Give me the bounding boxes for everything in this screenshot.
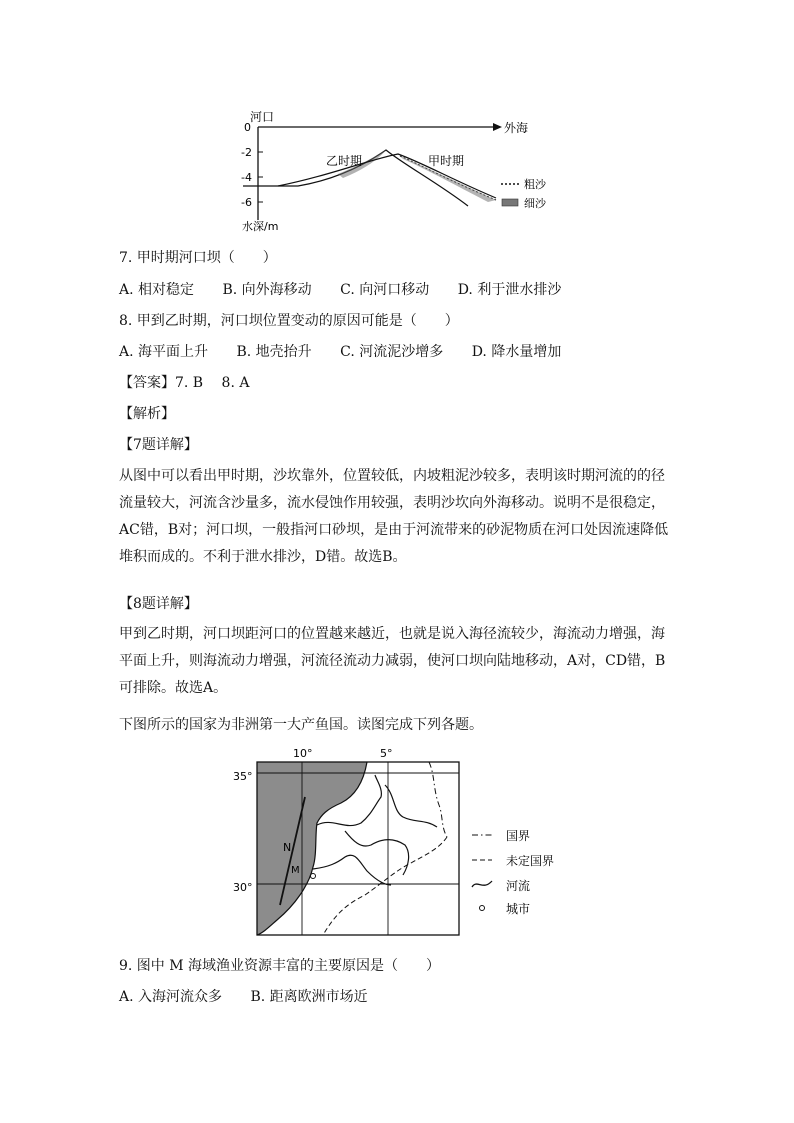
q7-options <box>119 280 585 300</box>
legend-river-swatch <box>472 881 492 887</box>
q7-option-c: C. 向河口移动 <box>340 282 430 298</box>
label-hekou: 河口 <box>250 110 275 124</box>
legend-chengshi: 城市 <box>506 902 531 916</box>
legend-heliu: 河流 <box>506 879 531 893</box>
q8-options <box>119 342 585 362</box>
q9-options <box>119 987 392 1007</box>
morocco-map-figure <box>225 745 600 945</box>
label-shuishen: 水深/m <box>242 220 279 233</box>
q7-option-a: A. 相对稳定 <box>119 282 195 298</box>
legend-cusha: 粗沙 <box>524 178 546 191</box>
q7-option-b: B. 向外海移动 <box>222 282 312 298</box>
q7-option-d: D. 利于泄水排沙 <box>457 282 562 298</box>
label-jia: 甲时期 <box>428 154 465 168</box>
legend-weidingguojie: 未定国界 <box>506 854 555 868</box>
map-intro: 下图所示的国家为非洲第一大产鱼国。读图完成下列各题。 <box>119 717 483 733</box>
lon-5: 5° <box>380 747 393 760</box>
q8-stem: 8. 甲到乙时期，河口坝位置变动的原因可能是（ ） <box>119 313 459 329</box>
lat-35: 35° <box>233 770 253 783</box>
lat-30: 30° <box>233 881 253 894</box>
q8-option-d: D. 降水量增加 <box>471 344 562 360</box>
label-m: M <box>291 865 300 876</box>
q8-option-a: A. 海平面上升 <box>119 344 209 360</box>
label-n: N <box>283 841 292 854</box>
river-2 <box>345 831 409 875</box>
tick-minus6: -6 <box>241 196 252 209</box>
tick-minus2: -2 <box>241 146 252 159</box>
legend-guojie: 国界 <box>506 829 531 843</box>
city-marker <box>311 874 316 879</box>
x-axis-arrow <box>493 123 502 131</box>
undetermined-border <box>323 837 447 935</box>
q9-option-a: A. 入海河流众多 <box>119 989 223 1005</box>
legend-city-swatch <box>480 906 485 911</box>
q8-option-b: B. 地壳抬升 <box>236 344 312 360</box>
tick-minus4: -4 <box>241 171 252 184</box>
tick-0: 0 <box>244 121 251 134</box>
answer-line: 【答案】7. B 8. A <box>119 375 250 391</box>
q9-option-b: B. 距离欧洲市场近 <box>250 989 368 1005</box>
analysis-title: 【解析】 <box>119 406 175 422</box>
q9-stem: 9. 图中 M 海域渔业资源丰富的主要原因是（ ） <box>119 958 441 974</box>
q8-detail-text: 甲到乙时期，河口坝距河口的位置越来越近，也就是说入海径流较少，海流动力增强，海平面上升，则海流动力增强，河流径流动力减弱，使河口坝向陆地移动，A对，CD错，B可排除。故选A。 <box>119 626 666 696</box>
q7-detail-text: 从图中可以看出甲时期，沙坎靠外，位置较低，内坡粗泥沙较多，表明该时期河流的的径流量较大，河流含沙量多，流水侵蚀作用较强，表明沙坎向外海移动。说明不是很稳定，AC错，B对；河口坝，一般指河口砂坝，是由于河流带来的砂泥物质在河口处因流速降低堆积而成的。不利于泄水排沙，D错。故选B。 <box>119 468 669 565</box>
sea-area <box>257 762 367 935</box>
lon-10: 10° <box>293 747 313 760</box>
q8-option-c: C. 河流泥沙增多 <box>340 344 444 360</box>
label-yi: 乙时期 <box>326 154 363 168</box>
label-waihai: 外海 <box>504 121 529 135</box>
q7-detail-title: 【7题详解】 <box>119 437 198 453</box>
river-3 <box>313 855 391 885</box>
q8-detail-title: 【8题详解】 <box>119 596 198 612</box>
legend-fine-swatch <box>502 199 518 206</box>
legend-xisha: 细沙 <box>524 197 546 210</box>
q7-stem: 7. 甲时期河口坝（ ） <box>119 250 277 266</box>
estuary-profile-figure <box>238 108 558 238</box>
river-4 <box>385 785 437 827</box>
